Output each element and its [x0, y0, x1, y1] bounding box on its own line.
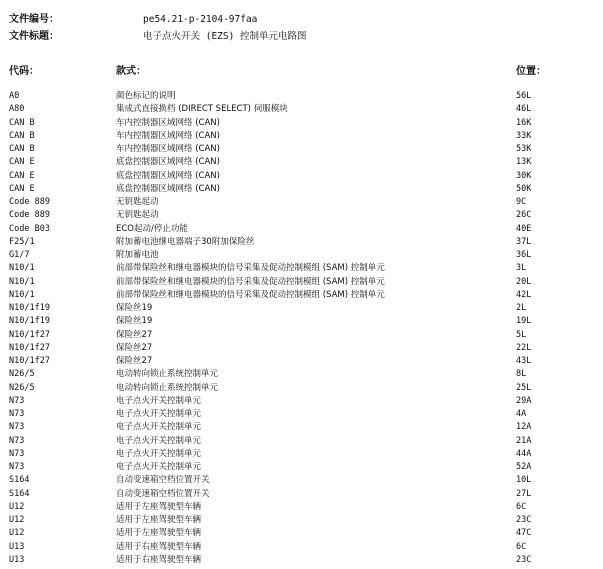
cell-code: F25/1: [9, 236, 35, 247]
cell-position: 43L: [516, 356, 532, 366]
cell-style: 电子点火开关控制单元: [116, 395, 202, 406]
table-row: [9, 514, 599, 527]
cell-position: 47C: [516, 528, 532, 539]
cell-style: ECO起动/停止功能: [116, 223, 188, 234]
cell-style: 适用于右座驾驶型车辆: [116, 554, 202, 565]
cell-code: U12: [9, 501, 25, 512]
cell-code: S164: [9, 488, 30, 499]
cell-position: 33K: [516, 130, 532, 141]
cell-position: 44A: [516, 448, 532, 459]
cell-style: 电动转向锁止系统控制单元: [116, 369, 219, 380]
cell-position: 23C: [516, 515, 532, 525]
cell-position: 21A: [516, 435, 532, 446]
cell-code: N73: [9, 435, 25, 446]
cell-position: 27L: [516, 488, 532, 499]
table-row: [9, 170, 599, 183]
table-row: [9, 501, 599, 514]
table-row: [9, 196, 599, 209]
cell-code: CAN B: [9, 144, 35, 154]
cell-position: 23C: [516, 554, 532, 565]
cell-code: A80: [9, 104, 25, 115]
table-row: [9, 223, 599, 236]
cell-position: 13K: [516, 157, 532, 168]
table-row: [9, 262, 599, 275]
table-row: [9, 156, 599, 169]
table-row: [9, 103, 599, 116]
table-row: [9, 382, 599, 395]
table-row: [9, 554, 599, 567]
cell-code: N10/1: [9, 289, 35, 300]
cell-position: 20L: [516, 276, 532, 287]
cell-position: 25L: [516, 382, 532, 393]
cell-position: 6C: [516, 541, 527, 552]
cell-style: 前部带保险丝和继电器模块的信号采集及促动控制模组 (SAM) 控制单元: [116, 263, 385, 274]
cell-position: 30K: [516, 170, 532, 181]
cell-code: N73: [9, 448, 25, 459]
cell-style: 车内控制器区域网络 (CAN): [116, 130, 220, 141]
cell-style: 电子点火开关控制单元: [116, 422, 202, 433]
cell-position: 19L: [516, 316, 532, 327]
header-style: 款式：: [116, 66, 146, 77]
cell-position: 36L: [516, 250, 532, 260]
cell-style: 无钥匙起动: [116, 210, 159, 221]
cell-style: 底盘控制器区域网络 (CAN): [116, 170, 220, 181]
cell-code: CAN E: [9, 170, 35, 181]
table-header: [9, 65, 599, 79]
table-row: [9, 474, 599, 487]
cell-position: 53K: [516, 144, 532, 154]
cell-style: 附加蓄电池继电器端子30附加保险丝: [116, 236, 255, 247]
cell-style: 车内控制器区域网络 (CAN): [116, 144, 220, 154]
table-row: [9, 315, 599, 328]
cell-position: 16K: [516, 117, 532, 128]
table-row: [9, 117, 599, 130]
cell-style: 电子点火开关控制单元: [116, 435, 202, 446]
cell-position: 12A: [516, 422, 532, 433]
cell-style: 保险丝19: [116, 316, 153, 327]
cell-style: 保险丝27: [116, 356, 153, 366]
table-row: [9, 130, 599, 143]
cell-code: U12: [9, 515, 25, 525]
cell-code: N10/1: [9, 276, 35, 287]
cell-position: 42L: [516, 289, 532, 300]
cell-style: 电子点火开关控制单元: [116, 462, 202, 472]
table-row: [9, 527, 599, 540]
cell-style: 底盘控制器区域网络 (CAN): [116, 183, 220, 194]
cell-position: 52A: [516, 462, 532, 472]
cell-position: 6C: [516, 501, 527, 512]
table-row: [9, 236, 599, 249]
table-row: [9, 249, 599, 262]
doc-number-value: pe54.21-p-2104-97faa: [143, 14, 258, 25]
table-row: [9, 461, 599, 474]
cell-code: U12: [9, 528, 25, 539]
cell-style: 保险丝27: [116, 329, 153, 340]
cell-code: N10/1: [9, 263, 35, 274]
cell-code: N73: [9, 422, 25, 433]
cell-style: 适用于左座驾驶型车辆: [116, 501, 202, 512]
doc-number-label: 文件编号：: [9, 14, 59, 25]
table-row: [9, 435, 599, 448]
cell-style: 电子点火开关控制单元: [116, 409, 202, 419]
cell-position: 29A: [516, 395, 532, 406]
component-table: [9, 90, 599, 567]
cell-position: 5L: [516, 329, 527, 340]
table-row: [9, 143, 599, 156]
header-position: 位置：: [516, 66, 546, 77]
cell-position: 46L: [516, 104, 532, 115]
cell-style: 保险丝19: [116, 303, 153, 313]
table-row: [9, 421, 599, 434]
cell-style: 自动变速箱空档位置开关: [116, 488, 210, 499]
cell-position: 56L: [516, 91, 532, 101]
table-row: [9, 488, 599, 501]
cell-code: Code 889: [9, 210, 50, 221]
table-row: [9, 541, 599, 554]
cell-style: 车内控制器区域网络 (CAN): [116, 117, 220, 128]
table-row: [9, 302, 599, 315]
cell-code: N10/1f27: [9, 342, 50, 353]
cell-code: CAN B: [9, 130, 35, 141]
table-row: [9, 276, 599, 289]
table-row: [9, 183, 599, 196]
cell-position: 4A: [516, 409, 527, 419]
cell-style: 无钥匙起动: [116, 197, 159, 207]
cell-style: 电动转向锁止系统控制单元: [116, 382, 219, 393]
cell-style: 自动变速箱空档位置开关: [116, 475, 210, 486]
table-row: [9, 368, 599, 381]
table-row: [9, 448, 599, 461]
cell-position: 40E: [516, 223, 532, 234]
cell-code: Code B03: [9, 223, 50, 234]
table-row: [9, 395, 599, 408]
cell-style: 颜色标记的说明: [116, 91, 176, 101]
cell-style: 前部带保险丝和继电器模块的信号采集及促动控制模组 (SAM) 控制单元: [116, 289, 385, 300]
cell-code: S164: [9, 475, 30, 486]
cell-code: N26/5: [9, 382, 35, 393]
cell-code: G1/7: [9, 250, 30, 260]
table-row: [9, 408, 599, 421]
cell-code: N73: [9, 395, 25, 406]
doc-title-value: 电子点火开关 (EZS) 控制单元电路图: [143, 31, 307, 42]
cell-position: 2L: [516, 303, 527, 313]
table-row: [9, 342, 599, 355]
cell-position: 10L: [516, 475, 532, 486]
cell-code: N26/5: [9, 369, 35, 380]
header-code: 代码：: [9, 66, 39, 77]
cell-code: N73: [9, 462, 25, 472]
cell-style: 集成式直接换档 (DIRECT SELECT) 伺服模块: [116, 104, 288, 115]
cell-code: U13: [9, 541, 25, 552]
cell-position: 37L: [516, 236, 532, 247]
cell-code: CAN B: [9, 117, 35, 128]
doc-title-label: 文件标题：: [9, 31, 59, 42]
cell-position: 22L: [516, 342, 532, 353]
cell-style: 适用于右座驾驶型车辆: [116, 541, 202, 552]
cell-style: 附加蓄电池: [116, 250, 159, 260]
cell-position: 9C: [516, 197, 527, 207]
table-row: [9, 355, 599, 368]
cell-code: Code 889: [9, 197, 50, 207]
table-row: [9, 289, 599, 302]
cell-code: N10/1f27: [9, 329, 50, 340]
cell-position: 26C: [516, 210, 532, 221]
cell-style: 电子点火开关控制单元: [116, 448, 202, 459]
cell-code: N10/1f19: [9, 316, 50, 327]
cell-position: 8L: [516, 369, 527, 380]
cell-code: N73: [9, 409, 25, 419]
cell-position: 3L: [516, 263, 527, 274]
cell-code: CAN E: [9, 183, 35, 194]
cell-style: 前部带保险丝和继电器模块的信号采集及促动控制模组 (SAM) 控制单元: [116, 276, 385, 287]
cell-style: 保险丝27: [116, 342, 153, 353]
cell-code: CAN E: [9, 157, 35, 168]
cell-code: N10/1f19: [9, 303, 50, 313]
cell-position: 50K: [516, 183, 532, 194]
cell-code: A0: [9, 91, 20, 101]
cell-code: U13: [9, 554, 25, 565]
cell-style: 适用于左座驾驶型车辆: [116, 528, 202, 539]
table-row: [9, 329, 599, 342]
cell-style: 适用于左座驾驶型车辆: [116, 515, 202, 525]
cell-code: N10/1f27: [9, 356, 50, 366]
table-row: [9, 90, 599, 103]
table-row: [9, 209, 599, 222]
cell-style: 底盘控制器区域网络 (CAN): [116, 157, 220, 168]
